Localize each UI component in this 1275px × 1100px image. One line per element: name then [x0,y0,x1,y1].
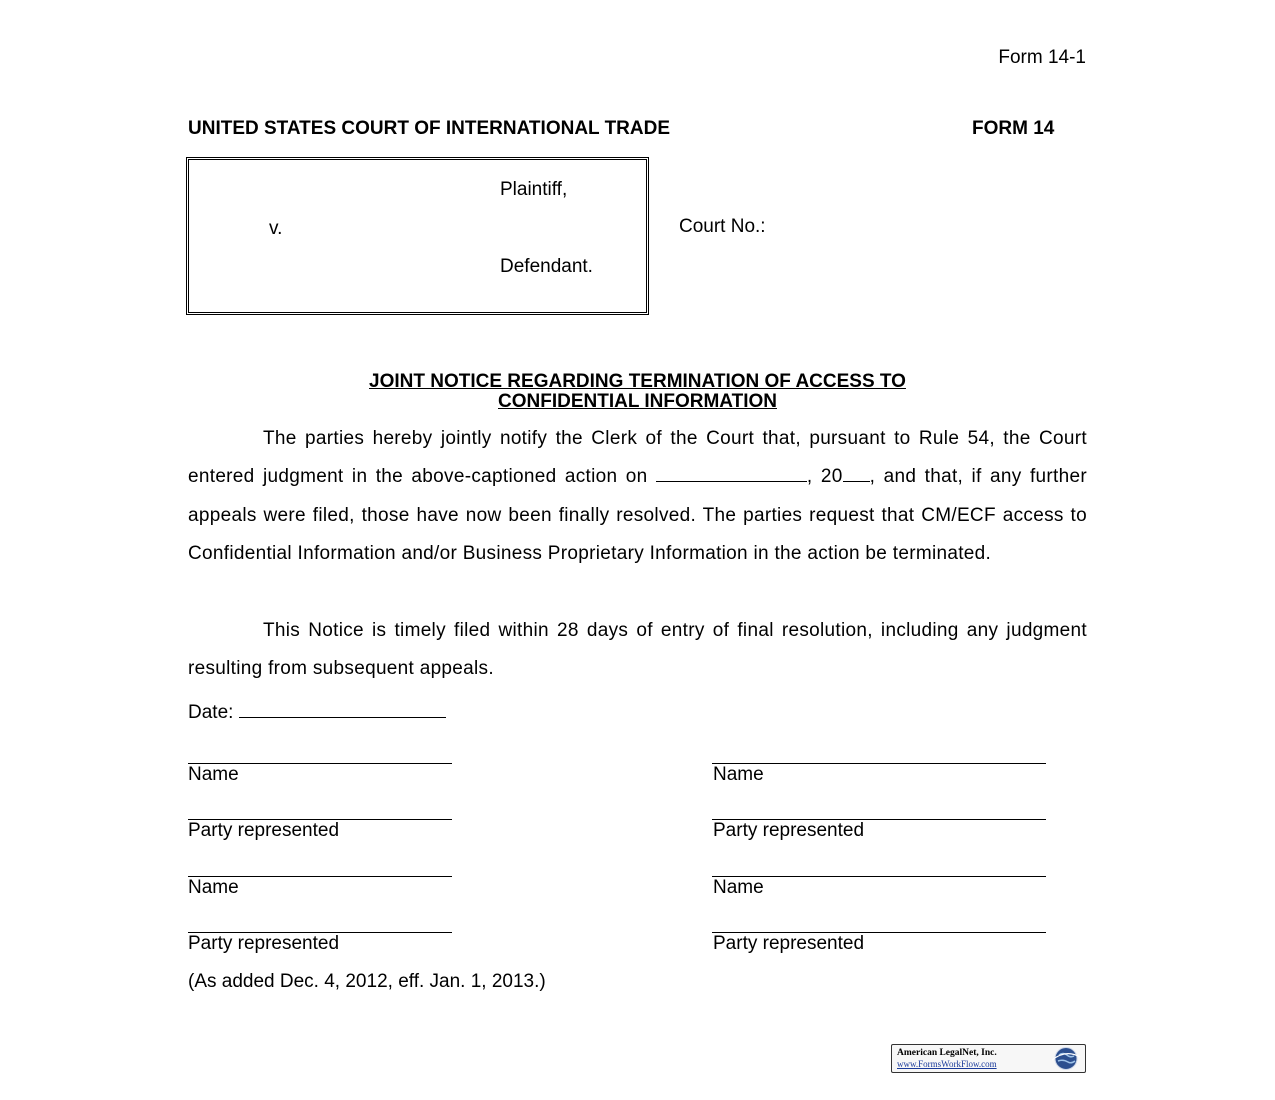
paragraph-1-text-b: , 20 [806,466,843,488]
party-represented-label: Party represented [188,820,340,841]
paragraph-1-text-c: , and that, if any further appeals were filed, those have now been finally resolved. The parties request that CM/ECF access to Confidential Information and/or Business Proprietary Information in the action be terminated. [188,466,1087,564]
form-label: FORM 14 [972,118,1055,139]
case-caption-box [186,157,649,315]
body-paragraph-1 [188,420,1087,573]
date-field [188,702,446,724]
name-label: Name [188,877,239,898]
document-title-line-2: CONFIDENTIAL INFORMATION [498,391,777,412]
party-represented-label: Party represented [188,933,340,954]
name-label: Name [188,764,239,785]
caption-defendant: Defendant. [500,256,593,277]
globe-icon [1048,1046,1082,1071]
date-label: Date: [188,702,234,723]
caption-plaintiff: Plaintiff, [500,179,568,200]
logo-company-name: American LegalNet, Inc. [897,1048,997,1058]
paragraph-2-text: This Notice is timely filed within 28 days of entry of final resolution, including any judgment resulting from subsequent appeals. [188,620,1087,680]
name-label: Name [713,764,764,785]
caption-versus: v. [269,218,283,239]
body-paragraph-2 [188,612,1087,689]
document-title-line-1: JOINT NOTICE REGARDING TERMINATION OF ACCESS TO [369,371,906,392]
document-title [188,372,1087,412]
judgment-date-blank[interactable] [656,466,807,482]
date-blank[interactable] [239,702,446,718]
party-represented-label: Party represented [713,933,865,954]
court-name: UNITED STATES COURT OF INTERNATIONAL TRADE [188,118,671,139]
paragraph-1-text-a: The parties hereby jointly notify the Clerk of the Court that, pursuant to Rule 54, the Court entered judgment in the above-captioned action on [188,428,1087,488]
court-number-label: Court No.: [679,216,766,237]
party-represented-label: Party represented [713,820,865,841]
footer-logo[interactable] [891,1044,1086,1073]
form-number: Form 14-1 [998,47,1086,68]
judgment-year-blank[interactable] [843,466,870,482]
logo-url[interactable]: www.FormsWorkFlow.com [897,1059,997,1069]
name-label: Name [713,877,764,898]
history-note: (As added Dec. 4, 2012, eff. Jan. 1, 2013.) [188,971,546,992]
